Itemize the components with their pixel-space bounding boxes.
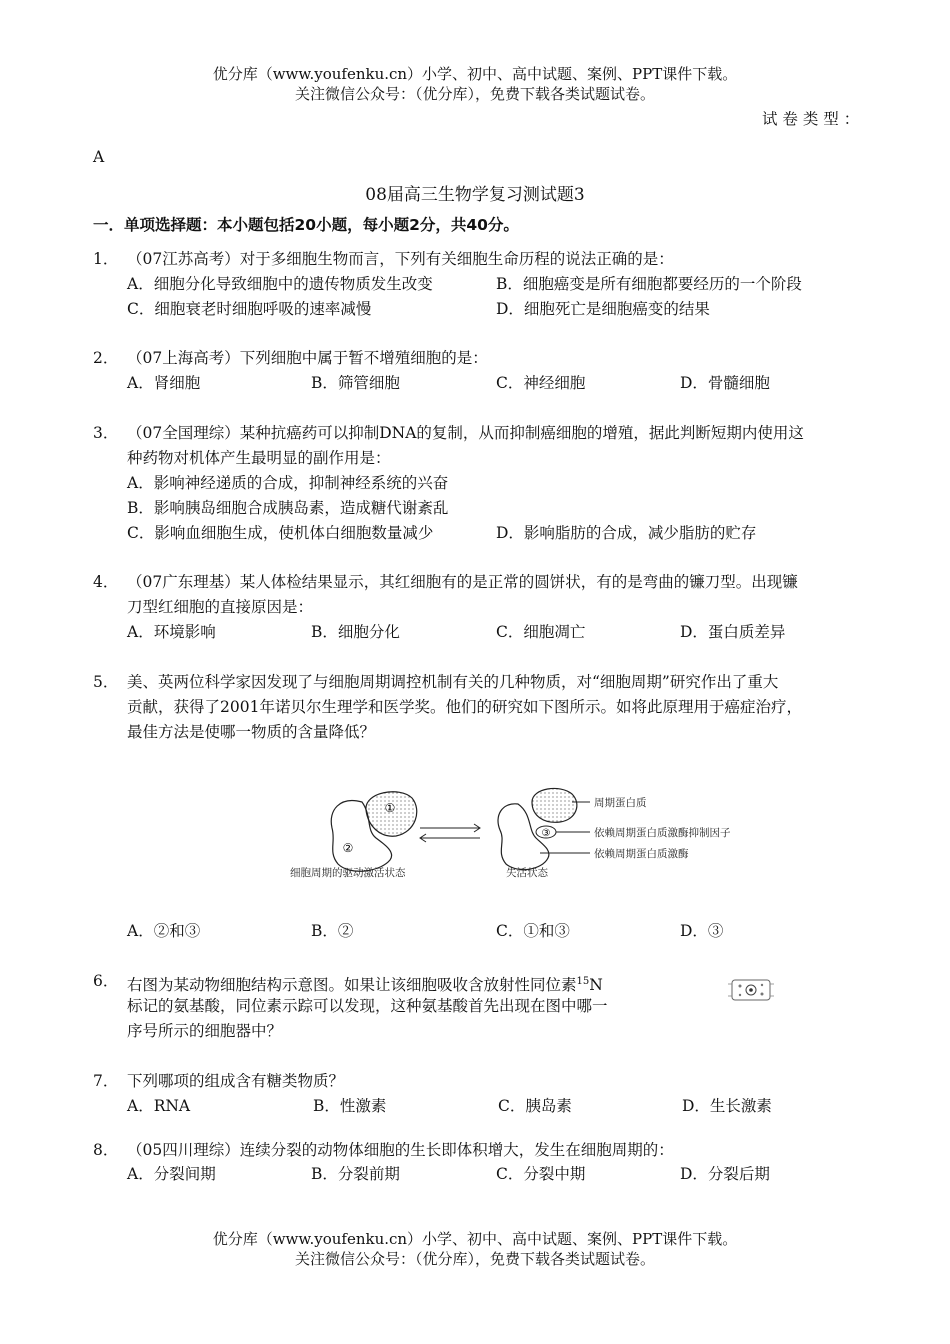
question-stem-line-3: 序号所示的细胞器中？ [127, 1022, 283, 1040]
organelle [761, 993, 764, 996]
question-number: 4． [93, 573, 119, 591]
organelle [739, 994, 741, 996]
header-line-1: 优分库（www.youfenku.cn）小学、初中、高中试题、案例、PPT课件下载。 [212, 65, 738, 83]
question-stem-line-1: 美、英两位科学家因发现了与细胞周期调控机制有关的几种物质，对“细胞周期”研究作出了重大 [127, 673, 779, 691]
isotope-symbol: N [589, 976, 603, 995]
question-stem-line-2: 种药物对机体产生最明显的副作用是： [127, 449, 391, 467]
page-title: 08届高三生物学复习测试题3 [365, 185, 585, 205]
option-c: C．胰岛素 [498, 1097, 572, 1115]
question-stem: （07江苏高考）对于多细胞生物而言，下列有关细胞生命历程的说法正确的是： [127, 250, 674, 268]
cell-cycle-diagram [280, 780, 780, 885]
option-b: B．性激素 [313, 1097, 387, 1115]
option-c: C．神经细胞 [496, 374, 586, 392]
option-c: C．影响血细胞生成，使机体白细胞数量减少 [127, 524, 434, 542]
option-a: A．细胞分化导致细胞中的遗传物质发生改变 [127, 275, 433, 293]
animal-cell-figure [726, 976, 776, 1004]
footer-line-2: 关注微信公众号：（优分库），免费下载各类试题试卷。 [294, 1250, 655, 1268]
paper-type-label: 试 卷 类 型 ： [762, 110, 860, 128]
label-inactive-state: 失活状态 [506, 867, 548, 879]
reversible-arrows [420, 824, 480, 842]
option-d: D．③ [680, 922, 724, 940]
question-stem-line-1: （07全国理综）某种抗癌药可以抑制DNA的复制，从而抑制癌细胞的增殖，据此判断短期内使用这 [127, 424, 804, 442]
option-b: B．分裂前期 [311, 1165, 400, 1183]
isotope-mass: 15 [576, 976, 590, 987]
option-c: C．分裂中期 [496, 1165, 586, 1183]
cyclin-shape [532, 788, 577, 822]
label-inhibitor: 依赖周期蛋白质激酶抑制因子 [594, 827, 731, 839]
option-a: A．分裂间期 [127, 1165, 216, 1183]
nucleolus [749, 988, 753, 992]
mark-2: ② [342, 841, 354, 855]
label-kinase: 依赖周期蛋白质激酶 [594, 848, 689, 860]
question-stem-line-3: 最佳方法是使哪一物质的含量降低？ [127, 723, 376, 741]
option-c: C．细胞凋亡 [496, 623, 586, 641]
label-active-state: 细胞周期的驱动激活状态 [290, 867, 406, 879]
question-number: 8． [93, 1141, 119, 1159]
question-stem: （05四川理综）连续分裂的动物体细胞的生长即体积增大，发生在细胞周期的： [127, 1141, 674, 1159]
option-a: A．②和③ [127, 922, 201, 940]
option-d: D．生长激素 [682, 1097, 772, 1115]
footer-line-1: 优分库（www.youfenku.cn）小学、初中、高中试题、案例、PPT课件下载。 [212, 1230, 738, 1248]
question-stem: （07上海高考）下列细胞中属于暂不增殖细胞的是： [127, 349, 488, 367]
option-b: B．影响胰岛细胞合成胰岛素，造成糖代谢紊乱 [127, 499, 449, 517]
option-b: B．② [311, 922, 354, 940]
question-number: 2． [93, 349, 119, 367]
question-stem-line-2: 刀型红细胞的直接原因是： [127, 598, 314, 616]
option-d: D．蛋白质差异 [680, 623, 786, 641]
option-d: D．影响脂肪的合成，减少脂肪的贮存 [496, 524, 757, 542]
active-complex [331, 792, 417, 871]
question-stem-line-1: （07广东理基）某人体检结果显示，其红细胞有的是正常的圆饼状，有的是弯曲的镰刀型。出现镰 [127, 573, 798, 591]
option-a: A．环境影响 [127, 623, 216, 641]
option-d: D．骨髓细胞 [680, 374, 770, 392]
question-number: 5． [93, 673, 119, 691]
option-b: B．细胞分化 [311, 623, 400, 641]
question-number: 3． [93, 424, 119, 442]
organelle [739, 985, 742, 988]
question-stem-line-2: 标记的氨基酸，同位素示踪可以发现，这种氨基酸首先出现在图中哪一 [127, 997, 608, 1015]
inactive-complex [498, 788, 590, 869]
label-cyclin: 周期蛋白质 [594, 797, 647, 809]
section-heading: 一．单项选择题：本小题包括20小题，每小题2分，共40分。 [93, 216, 519, 234]
question-stem: 下列哪项的组成含有糖类物质？ [127, 1072, 345, 1090]
question-number: 6． [93, 972, 119, 990]
mark-1: ① [384, 801, 396, 815]
option-a: A．影响神经递质的合成，抑制神经系统的兴奋 [127, 474, 449, 492]
header-line-2: 关注微信公众号：（优分库），免费下载各类试题试卷。 [294, 85, 655, 103]
mark-3: ③ [541, 828, 551, 839]
option-d: D．分裂后期 [680, 1165, 770, 1183]
option-d: D．细胞死亡是细胞癌变的结果 [496, 300, 710, 318]
option-a: A．肾细胞 [127, 374, 201, 392]
option-b: B．筛管细胞 [311, 374, 400, 392]
stem-text: 右图为某动物细胞结构示意图。如果让该细胞吸收含放射性同位素 [127, 976, 577, 995]
option-c: C．①和③ [496, 922, 570, 940]
question-number: 1． [93, 250, 119, 268]
option-b: B．细胞癌变是所有细胞都要经历的一个阶段 [496, 275, 802, 293]
option-c: C．细胞衰老时细胞呼吸的速率减慢 [127, 300, 372, 318]
option-a: A．RNA [127, 1097, 191, 1115]
question-number: 7． [93, 1072, 119, 1090]
question-stem-line-2: 贡献，获得了2001年诺贝尔生理学和医学奖。他们的研究如下图所示。如将此原理用于癌症治疗， [127, 698, 802, 716]
paper-type-value: A [93, 148, 105, 166]
organelle [761, 984, 763, 986]
